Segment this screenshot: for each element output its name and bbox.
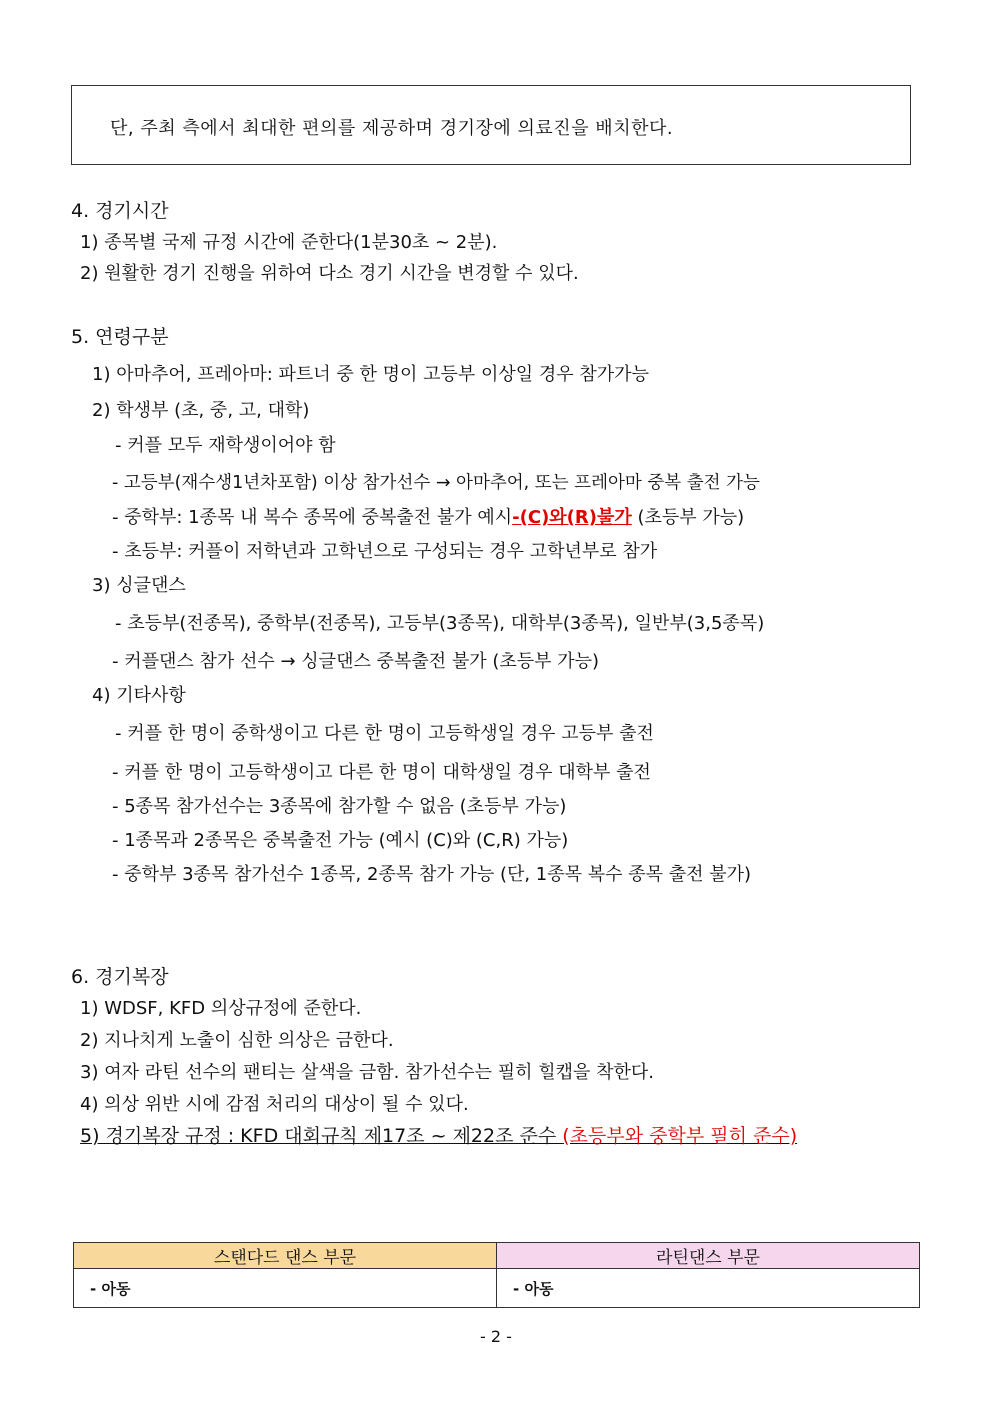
s5-item-3a: - 초등부(전종목), 중학부(전종목), 고등부(3종목), 대학부(3종목), 일반부(3,5종목): [115, 613, 765, 634]
table-header-row: [74, 1243, 920, 1269]
s5-item-2c: [112, 503, 744, 529]
notice-box: [71, 85, 911, 165]
s5-item-3: 3) 싱글댄스: [92, 575, 186, 596]
s6-item-5: [80, 1121, 797, 1148]
s5-item-4c: - 5종목 참가선수는 3종목에 참가할 수 없음 (초등부 가능): [112, 796, 567, 817]
s5-item-4: 4) 기타사항: [92, 685, 186, 706]
s5-item-2a: - 커플 모두 재학생이어야 함: [115, 435, 336, 456]
s5-item-2c-highlight: -(C)와(R)불가: [512, 507, 632, 528]
s6-item-5-highlight: (초등부와 중학부 필히 준수): [562, 1125, 798, 1147]
section-6-title: 6. 경기복장: [71, 966, 169, 988]
s6-item-4: 4) 의상 위반 시에 감점 처리의 대상이 될 수 있다.: [80, 1094, 469, 1115]
cell-latin-dance: - 아동: [497, 1269, 920, 1308]
s4-item-2: 2) 원활한 경기 진행을 위하여 다소 경기 시간을 변경할 수 있다.: [80, 263, 579, 284]
s5-item-2c-note: (초등부 가능): [631, 507, 745, 528]
s5-item-4a: - 커플 한 명이 중학생이고 다른 한 명이 고등학생일 경우 고등부 출전: [115, 723, 654, 744]
s5-item-3b: - 커플댄스 참가 선수 → 싱글댄스 중복출전 불가 (초등부 가능): [112, 651, 600, 672]
section-4-title: 4. 경기시간: [71, 200, 169, 222]
s5-item-4e: - 중학부 3종목 참가선수 1종목, 2종목 참가 가능 (단, 1종목 복수 종목 출전 불가): [112, 864, 752, 885]
cell-standard-dance: - 아동: [74, 1269, 497, 1308]
s6-item-1: 1) WDSF, KFD 의상규정에 준한다.: [80, 998, 362, 1019]
s6-item-3: 3) 여자 라틴 선수의 팬티는 살색을 금함. 참가선수는 필히 힐캡을 착한다.: [80, 1062, 654, 1083]
header-standard-dance: 스탠다드 댄스 부문: [74, 1243, 497, 1269]
division-table: [73, 1242, 920, 1308]
s6-item-2: 2) 지나치게 노출이 심한 의상은 금한다.: [80, 1030, 394, 1051]
s5-item-1: 1) 아마추어, 프레아마: 파트너 중 한 명이 고등부 이상일 경우 참가가능: [92, 364, 649, 385]
section-5-title: 5. 연령구분: [71, 326, 169, 348]
s5-item-2: 2) 학생부 (초, 중, 고, 대학): [92, 400, 310, 421]
notice-text: 단, 주최 측에서 최대한 편의를 제공하며 경기장에 의료진을 배치한다.: [110, 118, 674, 139]
s6-item-5-text: 5) 경기복장 규정 : KFD 대회규칙 제17조 ~ 제22조 준수: [80, 1125, 563, 1147]
s5-item-2b: - 고등부(재수생1년차포함) 이상 참가선수 → 아마추어, 또는 프레아마 중복 출전 가능: [112, 473, 760, 493]
s5-item-4d: - 1종목과 2종목은 중복출전 가능 (예시 (C)와 (C,R) 가능): [112, 830, 569, 851]
s5-item-4b: - 커플 한 명이 고등학생이고 다른 한 명이 대학생일 경우 대학부 출전: [112, 762, 651, 783]
table-row: [74, 1269, 920, 1308]
s5-item-2c-text: - 중학부: 1종목 내 복수 종목에 중복출전 불가 예시: [112, 507, 513, 528]
page-number: - 2 -: [480, 1327, 512, 1346]
s5-item-2d: - 초등부: 커플이 저학년과 고학년으로 구성되는 경우 고학년부로 참가: [112, 541, 658, 562]
s4-item-1: 1) 종목별 국제 규정 시간에 준한다(1분30초 ~ 2분).: [80, 232, 498, 253]
header-latin-dance: 라틴댄스 부문: [497, 1243, 920, 1269]
